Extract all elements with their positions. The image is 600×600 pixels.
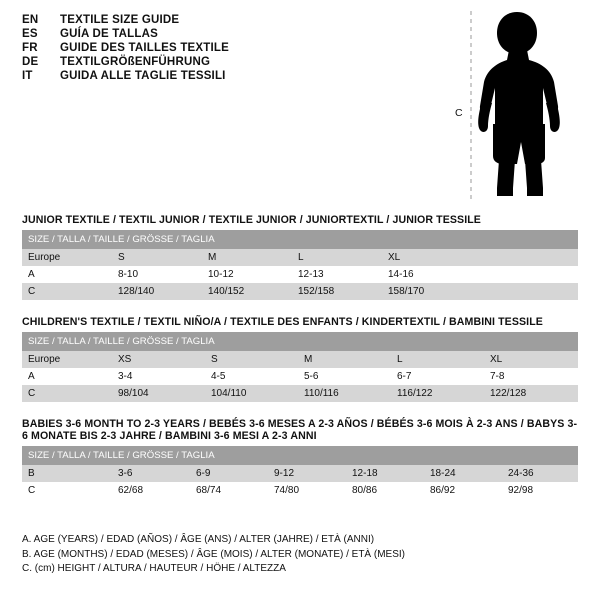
cell <box>472 283 578 300</box>
cell: 3-4 <box>112 368 205 385</box>
legend <box>22 533 578 577</box>
row-label: C <box>22 482 112 499</box>
cell: 158/170 <box>382 283 472 300</box>
row-label: C <box>22 283 112 300</box>
title-line-en <box>22 14 442 26</box>
lang-code-de: DE <box>22 56 39 68</box>
legend-line-b: B. AGE (MONTHS) / EDAD (MESES) / ÂGE (MOIS) / ALTER (MONATE) / ETÀ (MESI) <box>22 548 405 560</box>
table-row <box>22 351 578 368</box>
children-size-table <box>22 332 578 402</box>
cell <box>472 249 578 266</box>
legend-line-c: C. (cm) HEIGHT / ALTURA / HAUTEUR / HÖHE / ALTEZZA <box>22 563 286 574</box>
section-junior-title: JUNIOR TEXTILE / TEXTIL JUNIOR / TEXTILE JUNIOR / JUNIORTEXTIL / JUNIOR TESSILE <box>22 214 481 226</box>
junior-header-label: SIZE / TALLA / TAILLE / GRÖSSE / TAGLIA <box>22 230 578 249</box>
table-row <box>22 385 578 402</box>
row-label: A <box>22 266 112 283</box>
cell: 12-18 <box>346 465 424 482</box>
section-babies <box>22 418 578 499</box>
cell: 12-13 <box>292 266 382 283</box>
lang-text-en: TEXTILE SIZE GUIDE <box>60 14 180 26</box>
cell: 152/158 <box>292 283 382 300</box>
cell: 68/74 <box>190 482 268 499</box>
cell: 74/80 <box>268 482 346 499</box>
cell: 4-5 <box>205 368 298 385</box>
cell: 9-12 <box>268 465 346 482</box>
cell: 7-8 <box>484 368 578 385</box>
babies-header-label: SIZE / TALLA / TAILLE / GRÖSSE / TAGLIA <box>22 446 578 465</box>
table-row <box>22 465 578 482</box>
cell: 5-6 <box>298 368 391 385</box>
cell: 8-10 <box>112 266 202 283</box>
cell: 10-12 <box>202 266 292 283</box>
lang-code-en: EN <box>22 14 39 26</box>
cell: S <box>205 351 298 368</box>
row-label: Europe <box>22 249 112 266</box>
cell: 110/116 <box>298 385 391 402</box>
cell: 6-7 <box>391 368 484 385</box>
cell: L <box>292 249 382 266</box>
row-label: A <box>22 368 112 385</box>
cell: XS <box>112 351 205 368</box>
table-row <box>22 368 578 385</box>
cell: 140/152 <box>202 283 292 300</box>
title-line-it <box>22 70 442 82</box>
measure-label-c: C <box>455 107 463 119</box>
children-header-label: SIZE / TALLA / TAILLE / GRÖSSE / TAGLIA <box>22 332 578 351</box>
cell: M <box>202 249 292 266</box>
legend-line-a: A. AGE (YEARS) / EDAD (AÑOS) / ÂGE (ANS) / ALTER (JAHRE) / ETÀ (ANNI) <box>22 534 375 545</box>
cell: M <box>298 351 391 368</box>
cell: 86/92 <box>424 482 502 499</box>
title-line-fr <box>22 42 442 54</box>
cell: L <box>391 351 484 368</box>
cell <box>472 266 578 283</box>
table-row <box>22 230 578 249</box>
table-row <box>22 283 578 300</box>
lang-text-fr: GUIDE DES TAILLES TEXTILE <box>60 42 229 54</box>
cell: 98/104 <box>112 385 205 402</box>
table-row <box>22 446 578 465</box>
cell: 24-36 <box>502 465 578 482</box>
cell: S <box>112 249 202 266</box>
section-junior <box>22 214 578 300</box>
title-line-de <box>22 56 442 68</box>
lang-text-de: TEXTILGRÖßENFÜHRUNG <box>60 56 211 68</box>
cell: 92/98 <box>502 482 578 499</box>
cell: XL <box>484 351 578 368</box>
section-children <box>22 316 578 402</box>
junior-size-table <box>22 230 578 300</box>
table-row <box>22 332 578 351</box>
toddler-silhouette-icon <box>455 8 590 203</box>
cell: 14-16 <box>382 266 472 283</box>
table-row <box>22 482 578 499</box>
cell: XL <box>382 249 472 266</box>
lang-text-es: GUÍA DE TALLAS <box>60 28 158 40</box>
cell: 128/140 <box>112 283 202 300</box>
cell: 18-24 <box>424 465 502 482</box>
cell: 80/86 <box>346 482 424 499</box>
lang-text-it: GUIDA ALLE TAGLIE TESSILI <box>60 70 226 82</box>
lang-code-fr: FR <box>22 42 38 54</box>
row-label: Europe <box>22 351 112 368</box>
row-label: B <box>22 465 112 482</box>
section-children-title: CHILDREN'S TEXTILE / TEXTIL NIÑO/A / TEXTILE DES ENFANTS / KINDERTEXTIL / BAMBINI TESSILE <box>22 316 543 328</box>
cell: 122/128 <box>484 385 578 402</box>
cell: 62/68 <box>112 482 190 499</box>
babies-size-table <box>22 446 578 499</box>
row-label: C <box>22 385 112 402</box>
lang-code-it: IT <box>22 70 33 82</box>
table-row <box>22 266 578 283</box>
cell: 104/110 <box>205 385 298 402</box>
table-row <box>22 249 578 266</box>
cell: 116/122 <box>391 385 484 402</box>
cell: 3-6 <box>112 465 190 482</box>
lang-code-es: ES <box>22 28 38 40</box>
cell: 6-9 <box>190 465 268 482</box>
title-line-es <box>22 28 442 40</box>
section-babies-title: BABIES 3-6 MONTH TO 2-3 YEARS / BEBÉS 3-6 MESES A 2-3 AÑOS / BÉBÉS 3-6 MOIS À 2-3 ANS / BABYS 3-6 MONATE BIS 2-3 JAHRE / BAMBINI 3-6 MESI A 2-3 ANNI <box>22 418 578 442</box>
page-title <box>22 14 442 84</box>
